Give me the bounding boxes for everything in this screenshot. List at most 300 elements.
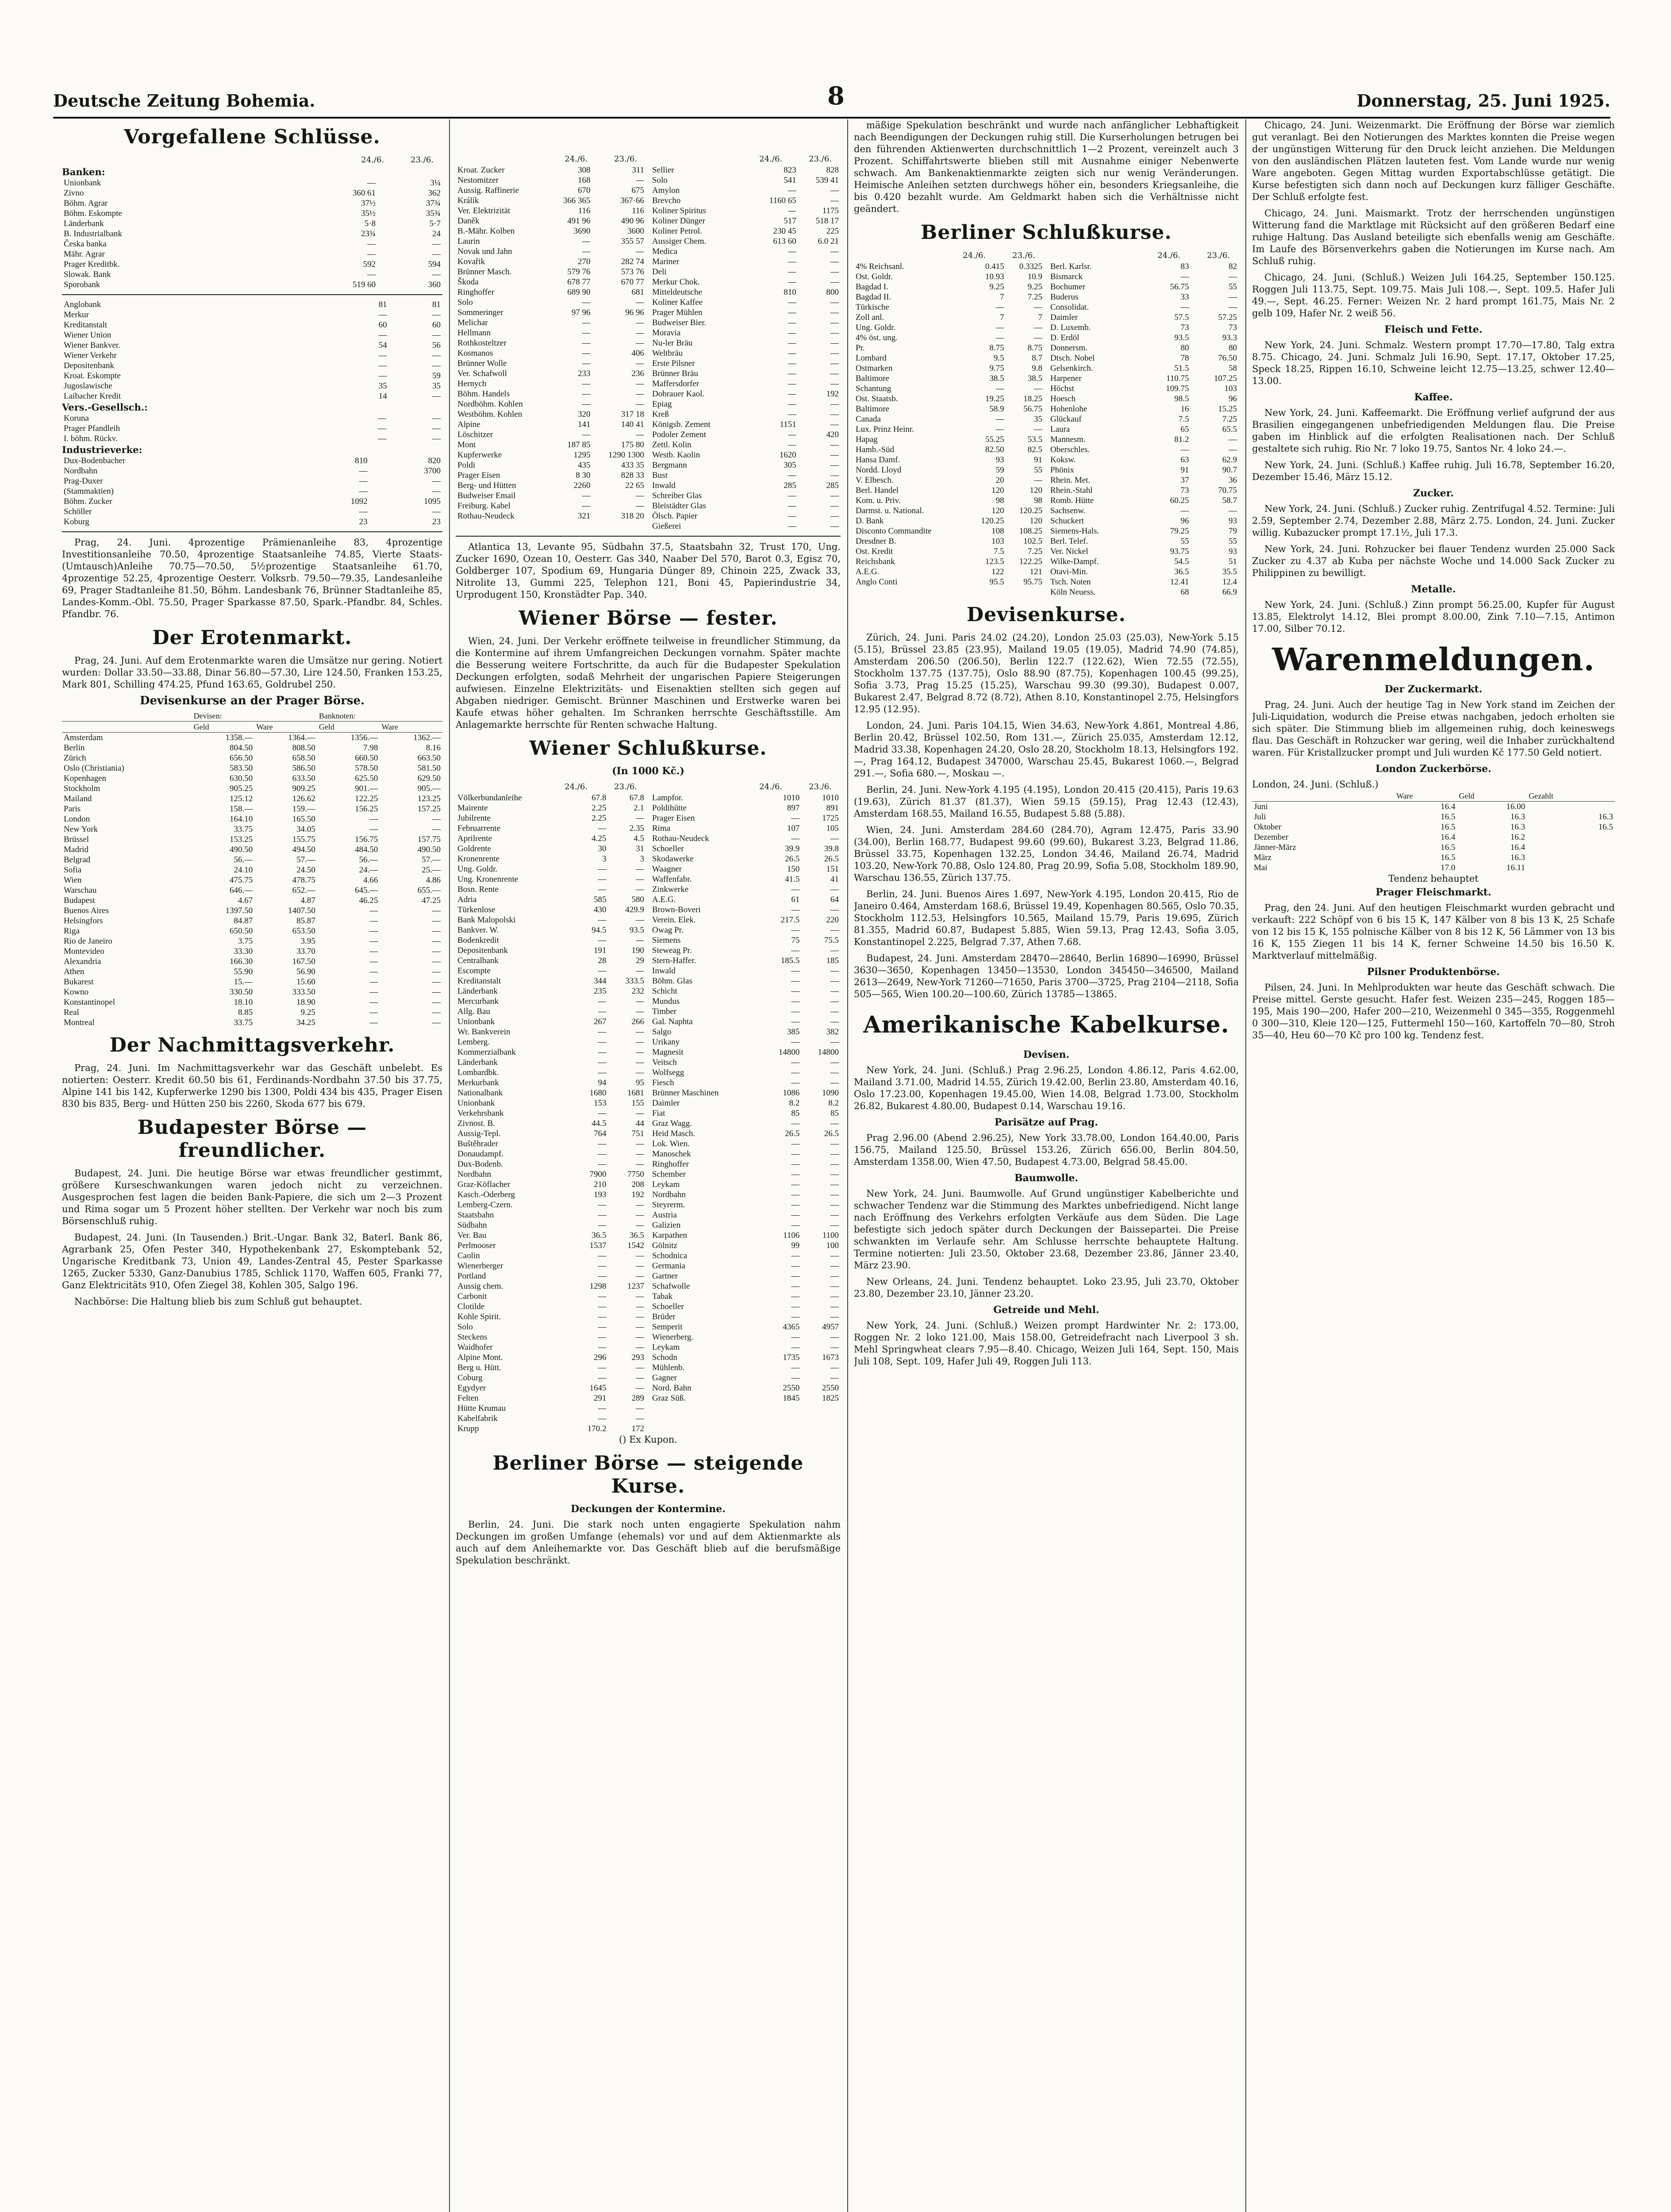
cell-value: 7.98 (363, 743, 378, 753)
table-row (62, 753, 442, 763)
row-label: Völkerbundanleihe (457, 793, 522, 803)
cell-value: 91 (1180, 465, 1189, 475)
table-row (1252, 853, 1615, 863)
row-label: Koliner Spiritus (652, 206, 706, 215)
berlin-lists (854, 250, 1239, 597)
cell-value: 36.5 (592, 1231, 607, 1240)
cell-value: 102.5 (1023, 537, 1042, 546)
row-label: D. Bank (856, 516, 884, 526)
cell-value: — (1229, 303, 1237, 312)
cell-value: 38.5 (1027, 374, 1042, 383)
table-row (456, 1332, 646, 1342)
row-label: Gal. Naphta (652, 1017, 693, 1026)
cell-value: — (636, 1068, 644, 1077)
cell-value: 16.3 (1510, 812, 1525, 822)
cell-value: — (787, 277, 796, 287)
cell-value: — (636, 1221, 644, 1230)
cell-value: 633.50 (292, 774, 315, 783)
cell-value: 490.50 (230, 845, 253, 854)
cell-value: 20 (995, 476, 1004, 485)
cell-value: — (369, 998, 378, 1007)
cell-value: 16.3 (1510, 853, 1525, 862)
table-row (456, 986, 646, 996)
row-label: Mai (1254, 863, 1268, 872)
cell-value: — (787, 308, 796, 317)
row-label: Jubilrente (457, 814, 491, 823)
cell-value: — (791, 1312, 800, 1321)
cell-value: 46.25 (359, 896, 378, 905)
row-label: Novak und Jahn (457, 247, 512, 256)
article-text: New York, 24. Juni. (Schluß.) Zinn prompt 56.25.00, Kupfer für August 13.85, Elektrolyt 14.12, Blei prompt 8.00.00, Zink 7.10—7.15, Antimon 17.00, Silber 70.12. (1252, 599, 1615, 634)
row-label: Stockholm (64, 784, 100, 793)
cell-value: — (582, 247, 591, 256)
cell-value: — (787, 511, 796, 521)
cell-value: 151 (826, 864, 839, 874)
cell-value: — (636, 1302, 644, 1311)
cell-value: — (432, 250, 441, 259)
table-row (650, 175, 841, 185)
row-label: Clotilde (457, 1302, 485, 1311)
row-label: Reichsbank (856, 557, 895, 566)
row-label: Graz-Köflacher (457, 1180, 511, 1189)
cell-value: — (1034, 303, 1042, 312)
row-label: Prager Mühlen (652, 308, 703, 317)
row-label: Wien (64, 876, 82, 885)
cell-value: 541 (784, 176, 796, 185)
cell-value: 367·66 (620, 196, 644, 205)
cell-value: — (582, 389, 591, 399)
table-row (456, 1047, 646, 1057)
cell-value: — (636, 430, 644, 439)
table-row (854, 495, 1044, 506)
table-row (456, 1413, 646, 1424)
row-label: Caolin (457, 1251, 480, 1260)
table-row (456, 1098, 646, 1108)
cell-value: — (830, 420, 839, 429)
cell-value: 85.87 (296, 916, 315, 926)
cell-value: — (598, 915, 607, 925)
cell-value: 35.5 (1222, 567, 1237, 576)
cell-value: 1356.— (350, 733, 378, 742)
row-label: Alpine (457, 420, 480, 429)
row-label: Schöller (64, 507, 92, 516)
cell-value: 808.50 (292, 743, 315, 753)
table-row (456, 1373, 646, 1383)
table-row (650, 986, 841, 996)
vienna-table-2 (650, 793, 841, 1403)
row-label: Romb. Hütte (1050, 496, 1094, 505)
cell-value: — (598, 885, 607, 894)
cell-value: 1407.50 (288, 906, 315, 915)
cell-value: 579 76 (567, 267, 591, 276)
cell-value: — (830, 298, 839, 307)
cell-value: 670 (578, 186, 591, 195)
cell-value: 35 (432, 381, 441, 391)
cell-value: 0.3325 (1019, 262, 1042, 271)
cell-value: — (830, 186, 839, 195)
cell-value: 22 65 (625, 481, 644, 490)
cell-value: 1160 65 (769, 196, 796, 205)
row-label: Gelsenkirch. (1050, 364, 1093, 373)
row-label: Donaudampf. (457, 1149, 503, 1159)
table-row (62, 875, 442, 885)
cell-value: 34.05 (296, 825, 315, 834)
cell-value: 1237 (627, 1282, 644, 1291)
row-label: Laibacher Kredit (64, 392, 121, 401)
table-row (650, 1322, 841, 1332)
cell-value (1527, 853, 1615, 863)
row-label: Bankver. W. (457, 926, 499, 935)
row-label: Nordbahn (652, 1190, 686, 1199)
cell-value: 539 41 (815, 176, 839, 185)
row-label: Baltimore (856, 404, 889, 414)
cell-value: 208 (631, 1180, 644, 1189)
table-row (650, 358, 841, 369)
cell-value: — (830, 450, 839, 460)
cell-value: — (830, 926, 839, 935)
table-row (62, 773, 442, 783)
cell-value: — (791, 814, 800, 823)
subtitle: Metalle. (1411, 584, 1456, 595)
cell-value: — (791, 1271, 800, 1281)
cell-value: 16.2 (1510, 833, 1525, 842)
cell-value: — (369, 926, 378, 936)
row-label: Kovařik (457, 257, 485, 266)
cell-value: 153 (593, 1098, 607, 1108)
article-text: New York, 24. Juni. (Schluß.) Kaffee ruhig. Juli 16.78, September 16.20, Dezember 15.46, März 15.12. (1252, 460, 1615, 482)
row-label: Waidhofer (457, 1343, 493, 1352)
cell-value: 18.25 (1023, 394, 1042, 403)
cell-value: — (830, 997, 839, 1006)
table-row (456, 823, 646, 833)
cell-value: 56.— (359, 855, 378, 864)
row-label: Bosn. Rente (457, 885, 499, 894)
cell-value: — (369, 957, 378, 966)
table-row (650, 246, 841, 257)
table-row (650, 1088, 841, 1098)
row-label: Graz Süß. (652, 1394, 686, 1403)
table-row (650, 1068, 841, 1078)
row-label: Ost. Staatsb. (856, 394, 898, 403)
table-row (62, 977, 442, 987)
row-label: Höchst (1050, 384, 1074, 393)
stocks-table-1 (456, 165, 646, 521)
cell-value: — (598, 1007, 607, 1016)
row-label: Brünner Wolle (457, 359, 507, 368)
cell-value: — (636, 1037, 644, 1047)
row-label: Schantung (856, 384, 891, 393)
cell-value: 1825 (822, 1394, 839, 1403)
cell-value: 689 90 (567, 288, 591, 297)
cell-value: — (598, 1292, 607, 1301)
cell-value: 105 (826, 824, 839, 833)
row-label: Hamb.-Süd (856, 445, 895, 454)
row-label: Hernych (457, 379, 487, 388)
cell-value: 26.5 (824, 854, 839, 864)
cell-value: 120 (991, 486, 1004, 495)
cell-value: — (787, 410, 796, 419)
table-row (62, 381, 442, 391)
row-label: Zettl. Kolin (652, 440, 691, 449)
row-label: Bukarest (64, 977, 94, 987)
row-label: Merkur Chok. (652, 277, 700, 287)
table-row (456, 1088, 646, 1098)
row-label: Medica (652, 247, 677, 256)
cell-value: 93.75 (1170, 547, 1189, 556)
table-row (650, 1190, 841, 1200)
date-header: 24./6. 23./6. (1157, 251, 1230, 260)
row-label: Hütte Krumau (457, 1404, 506, 1413)
row-label: Mailand (64, 794, 92, 803)
cell-value: — (432, 310, 441, 319)
date-header: 24./6. 23./6. (759, 154, 832, 164)
row-label: Lux. Prinz Heinr. (856, 425, 914, 434)
table-row (456, 297, 646, 307)
table-row (1049, 292, 1239, 302)
cell-value: 320 (578, 410, 591, 419)
cell-value: 56.75 (1023, 404, 1042, 414)
table-row (650, 511, 841, 521)
cell-value: — (636, 1210, 644, 1220)
subtitle: Parisätze auf Prag. (995, 1117, 1098, 1128)
table-row (456, 440, 646, 450)
cell-value: — (830, 1210, 839, 1220)
cell-value: 62.9 (1222, 455, 1237, 465)
row-label: Merkur (64, 310, 89, 319)
table-row (650, 1393, 841, 1403)
cell-value: — (1180, 445, 1189, 454)
table-row (650, 793, 841, 803)
cell-value: 57.25 (1218, 313, 1237, 322)
row-label: Nationalbank (457, 1088, 503, 1098)
cell-value: — (830, 905, 839, 914)
row-label: Wienerberg. (652, 1333, 694, 1342)
row-label: Brevcho (652, 196, 681, 205)
cell-value: — (582, 359, 591, 368)
cell-value: 38.5 (989, 374, 1004, 383)
cell-value: 800 (826, 288, 839, 297)
cell-value: 172 (631, 1424, 644, 1433)
cell-value: 80 (1229, 343, 1237, 353)
cell-value: 4957 (822, 1322, 839, 1332)
cell-value: — (636, 247, 644, 256)
cell-value: 629.50 (417, 774, 441, 783)
cell-value: — (830, 359, 839, 368)
row-label: Lok. Wien. (652, 1139, 690, 1148)
cell-value: 1645 (589, 1383, 607, 1393)
row-label: Heid Masch. (652, 1129, 695, 1138)
cell-value: 678 77 (567, 277, 591, 287)
cell-value: 308 (578, 165, 591, 175)
row-label: Bergmann (652, 461, 687, 470)
cell-value: 433 35 (621, 461, 644, 470)
table-row (650, 1271, 841, 1281)
row-label: Real (64, 1008, 79, 1017)
section-title-nachmittag: Der Nachmittagsverkehr. (109, 1034, 395, 1056)
row-label: Schafwolle (652, 1282, 690, 1291)
cell-value: — (378, 361, 387, 370)
cell-value: — (636, 491, 644, 500)
table-row (456, 328, 646, 338)
row-label: D. Erdöl (1050, 333, 1079, 342)
cell-value: 82.50 (985, 445, 1004, 454)
cell-value: 490.50 (417, 845, 441, 854)
cell-value: 519 60 (352, 280, 376, 289)
row-label: Kreditanstalt (64, 320, 108, 330)
table-row (456, 246, 646, 257)
cell-value: 293 (631, 1353, 644, 1362)
cell-value: 3700 (424, 466, 441, 476)
cell-value: 2.25 (592, 814, 607, 823)
row-label: Kreß (652, 410, 669, 419)
row-label: Juni (1254, 802, 1268, 811)
cell-value: 57.5 (1174, 313, 1189, 322)
cell-value: — (432, 270, 441, 279)
cell-value: 97 96 (571, 308, 591, 317)
cell-value: 64 (830, 895, 839, 904)
cell-value: 478.75 (292, 876, 315, 885)
cell-value (1527, 832, 1615, 842)
cell-value: 81.2 (1174, 435, 1189, 444)
cell-value: 37¾ (426, 199, 441, 208)
table-row (650, 1312, 841, 1322)
table-row (650, 864, 841, 874)
subtitle: Getreide und Mehl. (993, 1304, 1099, 1316)
cell-value: 60.25 (1170, 496, 1189, 505)
table-row (456, 854, 646, 864)
row-label: Alexandria (64, 957, 101, 966)
table-row (456, 1078, 646, 1088)
table-row (650, 1006, 841, 1017)
row-label: Podoler Zement (652, 430, 706, 439)
table-row (650, 450, 841, 460)
row-label: Warschau (64, 886, 97, 895)
cell-value: 51.5 (1174, 364, 1189, 373)
cell-value: — (830, 1251, 839, 1260)
table-row (62, 814, 442, 824)
cell-value: 1673 (822, 1353, 839, 1362)
table-row (650, 925, 841, 935)
cell-value: 126.62 (292, 794, 315, 803)
cell-value: 93.3 (1222, 333, 1237, 342)
cell-value: 578.50 (355, 764, 378, 773)
article-text: Nachbörse: Die Haltung blieb bis zum Schluß gut behauptet. (74, 1296, 362, 1307)
table-row (854, 292, 1044, 302)
row-label: Hoesch (1050, 394, 1076, 403)
cell-value: — (830, 379, 839, 388)
row-label: Koburg (64, 517, 89, 526)
cell-value: — (582, 430, 591, 439)
cell-value: — (791, 1333, 800, 1342)
cell-value: — (791, 1343, 800, 1352)
cell-value: 330.50 (230, 987, 253, 997)
cell-value: — (787, 389, 796, 399)
row-label: Buenos Aires (64, 906, 109, 915)
row-label: Rhein. Met. (1050, 476, 1091, 485)
cell-value: — (791, 1017, 800, 1026)
table-row (456, 935, 646, 945)
cell-value: 385 (787, 1027, 800, 1037)
cell-value: 4.67 (238, 896, 253, 905)
row-label: Brünner Masch. (457, 267, 512, 276)
row-label: Aussig chem. (457, 1282, 503, 1291)
cell-value: 645.— (355, 886, 378, 895)
cell-value: 120.25 (981, 516, 1004, 526)
section-title-warenmeldungen: Warenmeldungen. (1272, 641, 1595, 678)
cell-value: — (791, 1373, 800, 1382)
cell-value: — (791, 1068, 800, 1077)
table-row (62, 956, 442, 967)
cell-value: — (432, 330, 441, 340)
cell-value: 16.5 (1441, 822, 1456, 832)
table-row (62, 496, 442, 507)
vienna-table-1 (456, 793, 646, 1434)
row-label: London (64, 814, 90, 824)
row-label: I. böhm. Rückv. (64, 434, 118, 443)
cell-value: — (830, 1373, 839, 1382)
row-label: Schuckert (1050, 516, 1084, 526)
cell-value: 185 (826, 956, 839, 965)
table-row (1049, 323, 1239, 333)
row-label: Nordbahn (64, 466, 97, 476)
table-row (650, 1261, 841, 1271)
row-label: Montreal (64, 1018, 95, 1027)
cell-value: — (359, 507, 368, 516)
cell-value: 594 (428, 260, 441, 269)
row-label: Inwald (652, 481, 676, 490)
table-row (456, 379, 646, 389)
table-row (1049, 343, 1239, 353)
table-row (650, 409, 841, 419)
cell-value: 30 (598, 844, 607, 853)
row-label: Veitsch (652, 1058, 677, 1067)
cell-value: — (598, 1343, 607, 1352)
cell-value: 98 (1034, 496, 1042, 505)
cell-value: — (432, 814, 441, 824)
cell-value: — (636, 997, 644, 1006)
row-label: Pr. (856, 343, 865, 353)
cell-value: 95 (636, 1078, 644, 1087)
table-row (456, 833, 646, 844)
table-row (854, 557, 1044, 567)
table-row (650, 389, 841, 399)
table-row (650, 501, 841, 511)
table-row (62, 865, 442, 875)
table-row (456, 1190, 646, 1200)
row-label: Merkurbank (457, 1078, 499, 1087)
section-title-berliner-boerse: Berliner Börse — steigende Kurse. (492, 1452, 804, 1498)
article-text: Prag, 24. Juni. Im Nachmittagsverkehr war das Geschäft unbelebt. Es notierten: Oesterr. Kredit 60.50 bis 61, Ferdinands-Nordbahn 37.50 bis 37.75, Alpine 141 bis 142, Kupferwerke 1290 bis 1300, Poldi 434 bis 435, Prager Eisen 830 bis 835, Berg- und Hütten 250 bis 2260, Skoda 677 bis 679. (62, 1063, 442, 1109)
cell-value: — (791, 834, 800, 843)
table-row (62, 486, 442, 496)
cell-value: — (830, 987, 839, 996)
cell-value: — (636, 379, 644, 388)
cell-value: — (378, 434, 387, 443)
cell-value: 36 (1229, 476, 1237, 485)
table-row (650, 956, 841, 966)
cell-value: 90.7 (1222, 465, 1237, 475)
cell-value: — (830, 267, 839, 276)
article-text: Berlin, 24. Juni. New-York 4.195 (4.195), London 20.415 (20.415), Paris 19.63 (19.63), Zürich 81.37 (81.37), Wien 59.15 (59.15), Prag 12.43 (12.43), Amsterdam 168.55, Mailand 16.55, Budapest 5.88 (5.88). (854, 784, 1239, 819)
cell-value: 1725 (822, 814, 839, 823)
cell-value: 17.0 (1441, 863, 1456, 872)
row-label: Inwald (652, 966, 676, 975)
cell-value: 75 (791, 936, 800, 945)
row-label: V. Elbesch. (856, 476, 894, 485)
berlin-table-1 (854, 261, 1044, 587)
row-label: Bagdad I. (856, 282, 888, 292)
cell-value: — (791, 1221, 800, 1230)
